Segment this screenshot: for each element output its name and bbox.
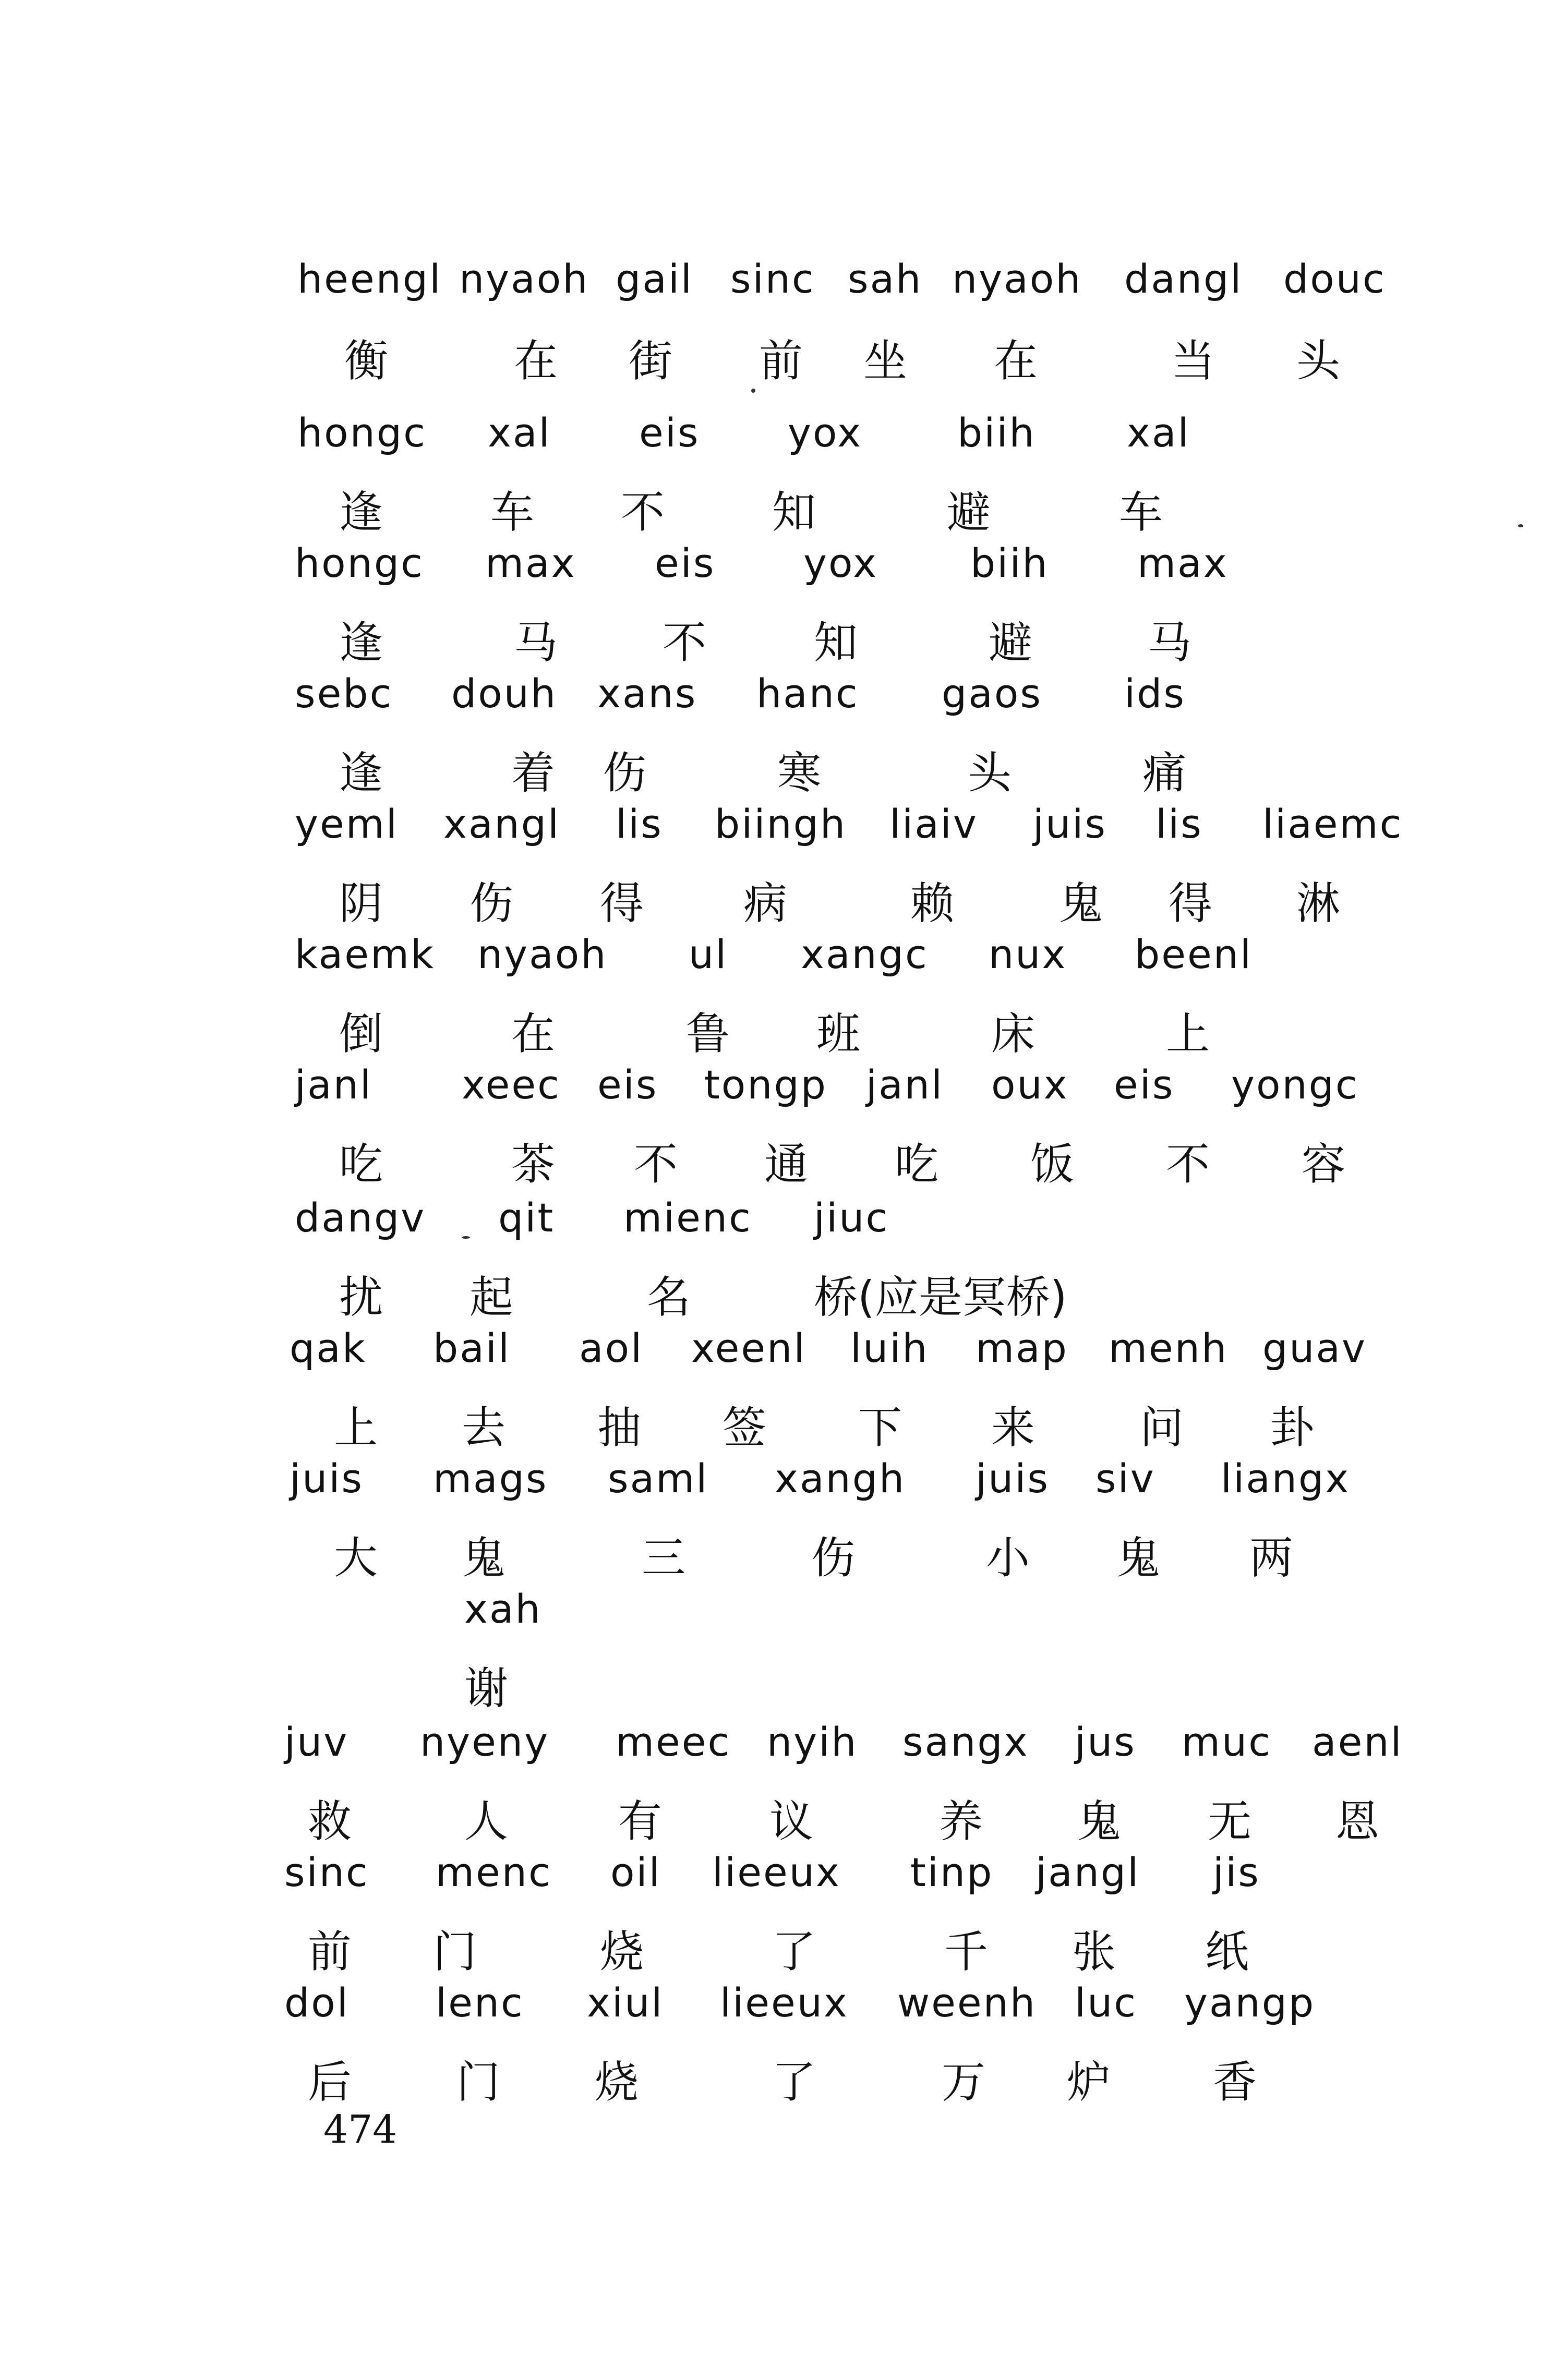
chinese-gloss-line xyxy=(0,868,1541,936)
romanized-word: jus xyxy=(1075,1719,1136,1765)
romanized-word: weenh xyxy=(897,1979,1037,2026)
chinese-word: 不 xyxy=(621,487,665,538)
romanized-word: nyeny xyxy=(420,1719,550,1765)
chinese-word: 烧 xyxy=(595,2057,639,2108)
chinese-word: 千 xyxy=(944,1926,989,1977)
chinese-word: 人 xyxy=(464,1796,509,1847)
chinese-word: 逢 xyxy=(339,487,383,538)
scan-speck xyxy=(1518,524,1523,527)
chinese-word: 头 xyxy=(1296,335,1341,386)
chinese-word: 鬼 xyxy=(1116,1532,1161,1584)
chinese-word: 得 xyxy=(600,878,644,929)
chinese-word: 桥(应是冥桥) xyxy=(814,1272,1067,1323)
chinese-word: 病 xyxy=(743,878,788,929)
chinese-word: 两 xyxy=(1249,1532,1294,1584)
chinese-word: 坐 xyxy=(863,335,908,386)
chinese-gloss-line xyxy=(0,1917,1541,1985)
chinese-word: 当 xyxy=(1171,335,1215,386)
romanized-line xyxy=(0,1979,1541,2047)
romanized-line xyxy=(0,1194,1541,1262)
romanized-word: mienc xyxy=(623,1194,752,1241)
romanized-word: dangl xyxy=(1124,256,1243,302)
romanized-word: jis xyxy=(1213,1849,1260,1895)
chinese-word: 得 xyxy=(1169,878,1213,929)
romanized-word: oux xyxy=(991,1061,1069,1108)
romanized-word: yeml xyxy=(295,801,399,847)
romanized-word: biingh xyxy=(715,801,847,847)
romanized-word: liaiv xyxy=(889,801,978,847)
chinese-word: 去 xyxy=(462,1402,506,1453)
chinese-word: 车 xyxy=(490,487,535,538)
chinese-word: 马 xyxy=(1148,617,1192,668)
romanized-word: xangc xyxy=(801,931,929,977)
romanized-word: juis xyxy=(1033,801,1107,847)
chinese-word: 赖 xyxy=(910,878,955,929)
scan-speck xyxy=(751,389,755,393)
romanized-word: juis xyxy=(976,1455,1050,1502)
chinese-word: 养 xyxy=(939,1796,983,1847)
chinese-gloss-line xyxy=(0,1786,1541,1854)
romanized-word: xangh xyxy=(775,1455,906,1502)
romanized-word: biih xyxy=(970,540,1049,586)
chinese-word: 车 xyxy=(1119,487,1163,538)
chinese-word: 来 xyxy=(991,1402,1036,1453)
romanized-word: nyaoh xyxy=(477,931,608,977)
romanized-word: dol xyxy=(284,1979,350,2026)
romanized-word: juv xyxy=(284,1719,349,1765)
chinese-gloss-line xyxy=(0,738,1541,806)
romanized-word: eis xyxy=(1114,1061,1175,1108)
romanized-line xyxy=(0,1455,1541,1523)
chinese-word: 痛 xyxy=(1142,747,1187,799)
romanized-word: xal xyxy=(488,409,551,456)
romanized-word: gail xyxy=(616,256,694,302)
chinese-word: 名 xyxy=(647,1272,691,1323)
chinese-word: 卦 xyxy=(1270,1402,1315,1453)
romanized-word: janl xyxy=(866,1061,944,1108)
romanized-word: sah xyxy=(848,256,923,302)
romanized-word: nux xyxy=(989,931,1067,977)
chinese-word: 伤 xyxy=(469,878,514,929)
chinese-word: 不 xyxy=(1166,1139,1210,1190)
romanized-word: heengl xyxy=(297,256,442,302)
chinese-word: 了 xyxy=(772,2057,816,2108)
chinese-word: 头 xyxy=(968,747,1012,799)
chinese-word: 香 xyxy=(1213,2057,1257,2108)
romanized-word: liangx xyxy=(1221,1455,1351,1502)
romanized-word: saml xyxy=(608,1455,709,1502)
chinese-word: 班 xyxy=(816,1008,861,1059)
romanized-word: meec xyxy=(616,1719,731,1765)
romanized-word: dangv xyxy=(295,1194,426,1241)
romanized-word: biih xyxy=(957,409,1036,456)
chinese-gloss-line xyxy=(0,999,1541,1067)
romanized-word: siv xyxy=(1095,1455,1155,1502)
chinese-word: 逢 xyxy=(339,617,383,668)
romanized-word: gaos xyxy=(942,670,1042,717)
romanized-line xyxy=(0,931,1541,999)
chinese-gloss-line xyxy=(0,1262,1541,1330)
chinese-word: 抽 xyxy=(597,1402,642,1453)
romanized-word: bail xyxy=(433,1325,511,1371)
romanized-word: menh xyxy=(1109,1325,1229,1371)
romanized-word: tinp xyxy=(910,1849,994,1895)
romanized-word: lis xyxy=(616,801,663,847)
romanized-word: sangx xyxy=(902,1719,1029,1765)
romanized-line xyxy=(0,1586,1541,1653)
chinese-word: 了 xyxy=(772,1926,816,1977)
chinese-gloss-line xyxy=(0,326,1541,394)
chinese-word: 不 xyxy=(634,1139,678,1190)
chinese-word: 在 xyxy=(514,335,558,386)
romanized-line xyxy=(0,1061,1541,1129)
chinese-word: 纸 xyxy=(1205,1926,1249,1977)
chinese-word: 着 xyxy=(511,747,556,799)
romanized-word: yox xyxy=(788,409,863,456)
romanized-line xyxy=(0,256,1541,323)
chinese-word: 张 xyxy=(1072,1926,1116,1977)
romanized-word: qak xyxy=(290,1325,367,1371)
romanized-word: lenc xyxy=(436,1979,524,2026)
chinese-word: 扰 xyxy=(339,1272,383,1323)
romanized-word: yangp xyxy=(1184,1979,1316,2026)
romanized-word: sinc xyxy=(730,256,815,302)
chinese-word: 上 xyxy=(1166,1008,1210,1059)
chinese-word: 下 xyxy=(858,1402,902,1453)
chinese-word: 起 xyxy=(469,1272,514,1323)
chinese-word: 知 xyxy=(814,617,858,668)
romanized-word: yongc xyxy=(1231,1061,1359,1108)
romanized-line xyxy=(0,1719,1541,1786)
romanized-line xyxy=(0,1325,1541,1393)
chinese-gloss-line xyxy=(0,1129,1541,1197)
romanized-word: beenl xyxy=(1135,931,1253,977)
chinese-word: 门 xyxy=(456,2057,501,2108)
chinese-word: 饭 xyxy=(1030,1139,1075,1190)
chinese-word: 上 xyxy=(334,1402,378,1453)
chinese-word: 茶 xyxy=(511,1139,556,1190)
romanized-word: lieeux xyxy=(720,1979,849,2026)
chinese-word: 三 xyxy=(642,1532,686,1584)
romanized-word: jangl xyxy=(1036,1849,1140,1895)
romanized-word: janl xyxy=(295,1061,372,1108)
romanized-word: eis xyxy=(597,1061,658,1108)
romanized-line xyxy=(0,1849,1541,1917)
romanized-word: liaemc xyxy=(1262,801,1403,847)
romanized-word: luc xyxy=(1075,1979,1138,2026)
romanized-word: lieeux xyxy=(712,1849,841,1895)
scan-speck xyxy=(462,1236,470,1239)
romanized-word: xeenl xyxy=(691,1325,806,1371)
chinese-word: 床 xyxy=(991,1008,1036,1059)
chinese-word: 通 xyxy=(764,1139,809,1190)
romanized-word: tongp xyxy=(704,1061,827,1108)
romanized-word: max xyxy=(485,540,576,586)
chinese-word: 逢 xyxy=(339,747,383,799)
romanized-word: map xyxy=(976,1325,1068,1371)
chinese-word: 有 xyxy=(618,1796,663,1847)
chinese-word: 问 xyxy=(1140,1402,1184,1453)
chinese-word: 鬼 xyxy=(1077,1796,1122,1847)
romanized-word: eis xyxy=(639,409,700,456)
romanized-word: aol xyxy=(579,1325,644,1371)
chinese-word: 恩 xyxy=(1335,1796,1380,1847)
chinese-word: 万 xyxy=(942,2057,986,2108)
chinese-word: 倒 xyxy=(339,1008,383,1059)
chinese-word: 衡 xyxy=(344,335,389,386)
chinese-word: 鲁 xyxy=(686,1008,730,1059)
chinese-word: 签 xyxy=(723,1402,767,1453)
chinese-word: 避 xyxy=(989,617,1033,668)
romanized-line xyxy=(0,670,1541,738)
romanized-word: hongc xyxy=(295,540,424,586)
romanized-word: sebc xyxy=(295,670,393,717)
chinese-word: 容 xyxy=(1302,1139,1346,1190)
chinese-word: 门 xyxy=(433,1926,477,1977)
chinese-word: 后 xyxy=(308,2057,352,2108)
chinese-word: 避 xyxy=(947,487,991,538)
romanized-word: jiuc xyxy=(814,1194,889,1241)
romanized-word: sinc xyxy=(284,1849,369,1895)
chinese-gloss-line xyxy=(0,1523,1541,1591)
romanized-word: oil xyxy=(610,1849,661,1895)
chinese-word: 寒 xyxy=(777,747,822,799)
romanized-word: xiul xyxy=(587,1979,664,2026)
romanized-line xyxy=(0,409,1541,477)
chinese-word: 议 xyxy=(769,1796,814,1847)
chinese-word: 阴 xyxy=(339,878,383,929)
chinese-word: 鬼 xyxy=(1059,878,1103,929)
chinese-word: 在 xyxy=(994,335,1038,386)
romanized-word: kaemk xyxy=(295,931,436,977)
chinese-gloss-line xyxy=(0,1393,1541,1460)
chinese-word: 烧 xyxy=(600,1926,644,1977)
chinese-word: 伤 xyxy=(811,1532,856,1584)
romanized-word: max xyxy=(1137,540,1229,586)
chinese-word: 伤 xyxy=(603,747,647,799)
romanized-word: qit xyxy=(498,1194,555,1241)
romanized-word: nyaoh xyxy=(459,256,589,302)
page-number: 474 xyxy=(323,2107,398,2152)
romanized-word: nyih xyxy=(767,1719,858,1765)
chinese-word: 街 xyxy=(629,335,673,386)
chinese-word: 小 xyxy=(986,1532,1030,1584)
chinese-gloss-line xyxy=(0,2047,1541,2115)
chinese-gloss-line xyxy=(0,608,1541,675)
romanized-word: xal xyxy=(1127,409,1190,456)
chinese-word: 不 xyxy=(663,617,707,668)
romanized-word: lis xyxy=(1155,801,1203,847)
romanized-word: hongc xyxy=(297,409,427,456)
romanized-word: xah xyxy=(464,1586,542,1632)
romanized-word: mags xyxy=(433,1455,548,1502)
romanized-word: douh xyxy=(451,670,558,717)
romanized-line xyxy=(0,540,1541,608)
romanized-word: guav xyxy=(1262,1325,1367,1371)
romanized-word: luih xyxy=(850,1325,929,1371)
romanized-word: aenl xyxy=(1312,1719,1403,1765)
romanized-word: xeec xyxy=(462,1061,561,1108)
romanized-word: muc xyxy=(1182,1719,1272,1765)
chinese-word: 救 xyxy=(308,1796,352,1847)
chinese-word: 吃 xyxy=(895,1139,939,1190)
romanized-word: ids xyxy=(1124,670,1186,717)
romanized-word: yox xyxy=(803,540,878,586)
chinese-word: 大 xyxy=(334,1532,378,1584)
chinese-gloss-line xyxy=(0,1653,1541,1721)
romanized-word: nyaoh xyxy=(952,256,1082,302)
chinese-gloss-line xyxy=(0,477,1541,545)
chinese-word: 淋 xyxy=(1296,878,1341,929)
chinese-word: 炉 xyxy=(1067,2057,1111,2108)
romanized-word: douc xyxy=(1283,256,1386,302)
romanized-line xyxy=(0,801,1541,868)
chinese-word: 吃 xyxy=(339,1139,383,1190)
chinese-word: 前 xyxy=(308,1926,352,1977)
chinese-word: 知 xyxy=(772,487,816,538)
romanized-word: menc xyxy=(436,1849,552,1895)
romanized-word: hanc xyxy=(756,670,859,717)
romanized-word: ul xyxy=(689,931,728,977)
romanized-word: xans xyxy=(597,670,697,717)
chinese-word: 鬼 xyxy=(462,1532,506,1584)
chinese-word: 无 xyxy=(1208,1796,1252,1847)
romanized-word: eis xyxy=(655,540,716,586)
chinese-word: 马 xyxy=(514,617,558,668)
romanized-word: juis xyxy=(290,1455,364,1502)
chinese-word: 谢 xyxy=(464,1663,509,1714)
chinese-word: 在 xyxy=(511,1008,556,1059)
romanized-word: xangl xyxy=(443,801,561,847)
chinese-word: 前 xyxy=(759,335,803,386)
